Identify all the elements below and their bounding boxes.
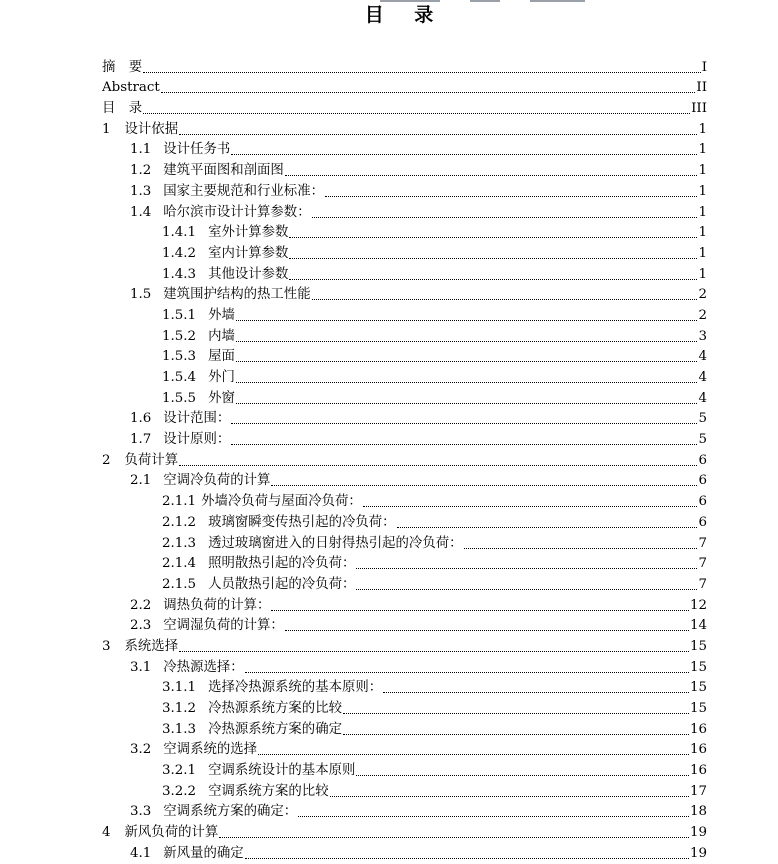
toc-entry[interactable] <box>102 365 707 386</box>
toc-entry[interactable] <box>102 221 707 242</box>
toc-entry-text: 冷热源系统方案的确定 <box>208 721 342 737</box>
toc-leader-dots <box>383 692 689 693</box>
toc-entry-number: 3.1 <box>130 659 152 675</box>
toc-entry-number: 1.4 <box>130 204 152 220</box>
toc-entry-label <box>130 142 230 158</box>
toc-entry-label <box>102 80 160 96</box>
toc-entry-text: 设计任务书 <box>163 142 231 158</box>
toc-entry-text: 内墙 <box>208 328 235 344</box>
toc-entry-page: 2 <box>698 307 707 323</box>
toc-entry-label <box>102 60 142 76</box>
toc-entry-number: 1.7 <box>130 432 152 448</box>
toc-entry-number: 1 <box>102 121 111 137</box>
toc-entry[interactable] <box>102 324 707 345</box>
toc-leader-dots <box>258 754 689 755</box>
toc-entry-number: 3.1.3 <box>162 721 197 737</box>
toc-entry-label <box>130 618 284 634</box>
toc-entry-number: 2.1.4 <box>162 556 197 572</box>
toc-entry[interactable] <box>102 158 707 179</box>
toc-entry-text: 摘 要 <box>102 59 143 75</box>
toc-entry[interactable] <box>102 76 707 97</box>
toc-entry-label <box>130 660 244 676</box>
toc-entry-text: 外窗 <box>208 390 235 406</box>
toc-entry-page: 7 <box>698 556 707 572</box>
toc-entry-label <box>130 742 257 758</box>
toc-entry-label <box>130 184 324 200</box>
toc-entry-page: 4 <box>698 390 707 406</box>
toc-entry-label <box>162 308 235 324</box>
toc-entry[interactable] <box>102 262 707 283</box>
toc-entry-page: I <box>701 59 707 75</box>
toc-entry-number: 2 <box>102 452 111 468</box>
toc-leader-dots <box>231 423 697 424</box>
toc-entry-number: 1.4.2 <box>162 245 197 261</box>
toc-entry-page: 14 <box>689 618 707 634</box>
toc-entry-number: 2.1.5 <box>162 576 197 592</box>
toc-entry-label <box>130 287 311 303</box>
toc-leader-dots <box>236 403 698 404</box>
toc-entry-label <box>130 411 230 427</box>
toc-leader-dots <box>464 548 698 549</box>
toc-entry[interactable] <box>102 696 707 717</box>
toc-leader-dots <box>330 796 689 797</box>
toc-entry[interactable] <box>102 386 707 407</box>
toc-leader-dots <box>363 506 698 507</box>
toc-entry-page: 7 <box>698 576 707 592</box>
toc-entry-label <box>162 784 329 800</box>
toc-entry-text: 建筑平面图和剖面图 <box>163 163 284 179</box>
toc-entry-label <box>162 246 288 262</box>
toc-entry-number: 2.3 <box>130 618 152 634</box>
toc-entry-number: 1.5.5 <box>162 390 197 406</box>
toc-entry-number: 2.1.2 <box>162 514 197 530</box>
toc-leader-dots <box>343 734 689 735</box>
toc-entry-page: 5 <box>698 432 707 448</box>
toc-entry-label <box>130 473 270 489</box>
toc-entry-label <box>130 598 270 614</box>
toc-entry-page: 16 <box>689 763 707 779</box>
toc-leader-dots <box>271 485 697 486</box>
toc-leader-dots <box>271 610 689 611</box>
toc-entry[interactable] <box>102 841 707 862</box>
toc-entry[interactable] <box>102 241 707 262</box>
toc-entry-page: 1 <box>698 225 707 241</box>
toc-entry-label <box>130 205 311 221</box>
toc-entry[interactable] <box>102 552 707 573</box>
toc-entry-label <box>162 763 355 779</box>
toc-entry-number: 1.3 <box>130 183 152 199</box>
toc-leader-dots <box>312 299 698 300</box>
toc-entry-text: 透过玻璃窗进入的日射得热引起的冷负荷： <box>208 535 463 551</box>
toc-entry-text: 设计范围： <box>163 411 231 427</box>
toc-entry-page: 7 <box>698 535 707 551</box>
toc-entry-number: 3.1.1 <box>162 680 197 696</box>
table-of-contents <box>102 55 707 862</box>
toc-entry-label <box>102 122 178 138</box>
toc-entry[interactable] <box>102 738 707 759</box>
toc-entry[interactable] <box>102 200 707 221</box>
toc-leader-dots <box>289 279 697 280</box>
toc-entry-number: 3.2.2 <box>162 783 197 799</box>
toc-entry-label <box>102 825 218 841</box>
toc-entry-text: 目 录 <box>102 101 143 117</box>
toc-leader-dots <box>219 837 689 838</box>
toc-leader-dots <box>231 154 697 155</box>
toc-entry-text: 其他设计参数 <box>208 266 289 282</box>
toc-entry-page: 1 <box>698 183 707 199</box>
toc-entry-number: 3.2 <box>130 742 152 758</box>
toc-entry[interactable] <box>102 531 707 552</box>
toc-entry[interactable] <box>102 489 707 510</box>
toc-entry-page: 5 <box>698 411 707 427</box>
toc-entry-page: 4 <box>698 349 707 365</box>
toc-entry-number: 1.4.1 <box>162 225 197 241</box>
toc-entry-number: 3.1.2 <box>162 701 197 716</box>
toc-entry-text: 外墙冷负荷与屋面冷负荷： <box>201 494 362 510</box>
toc-entry-text: 负荷计算 <box>124 452 179 468</box>
toc-entry[interactable] <box>102 55 707 76</box>
toc-leader-dots <box>285 175 698 176</box>
toc-entry-text: 空调冷负荷的计算 <box>163 473 271 489</box>
toc-entry-text: 哈尔滨市设计计算参数： <box>163 204 311 220</box>
toc-entry-text: 空调系统方案的确定： <box>163 804 298 820</box>
toc-entry[interactable] <box>102 572 707 593</box>
toc-entry-page: 19 <box>689 845 707 861</box>
toc-entry-page: 1 <box>698 163 707 179</box>
toc-entry[interactable] <box>102 800 707 821</box>
toc-entry-label <box>162 680 382 696</box>
toc-entry-text: 空调湿负荷的计算： <box>163 618 284 634</box>
toc-entry-number: 2.2 <box>130 597 152 613</box>
toc-entry-label <box>130 163 284 179</box>
toc-leader-dots <box>236 382 698 383</box>
toc-entry[interactable] <box>102 138 707 159</box>
toc-leader-dots <box>325 196 697 197</box>
toc-entry-text: Abstract <box>102 80 160 96</box>
toc-entry-text: 设计原则： <box>163 432 231 448</box>
toc-leader-dots <box>179 651 689 652</box>
toc-entry-label <box>162 494 362 510</box>
toc-entry-label <box>162 267 288 283</box>
toc-entry-label <box>162 722 342 738</box>
toc-entry-label <box>162 701 342 717</box>
toc-entry-page: 1 <box>698 245 707 261</box>
toc-entry-number: 4 <box>102 825 111 841</box>
toc-leader-dots <box>143 113 690 114</box>
toc-entry-text: 选择冷热源系统的基本原则： <box>208 680 383 696</box>
toc-entry-text: 照明散热引起的冷负荷： <box>208 556 356 572</box>
toc-entry-text: 国家主要规范和行业标准： <box>163 183 324 199</box>
toc-entry-text: 空调系统方案的比较 <box>208 783 329 799</box>
toc-entry-number: 1.5.4 <box>162 370 197 385</box>
toc-leader-dots <box>179 134 697 135</box>
toc-entry-number: 4.1 <box>130 845 152 861</box>
toc-entry-number: 1.1 <box>130 142 152 158</box>
toc-entry[interactable] <box>102 510 707 531</box>
toc-entry-page: 6 <box>698 514 707 530</box>
toc-entry[interactable] <box>102 345 707 366</box>
toc-leader-dots <box>397 527 698 528</box>
toc-leader-dots <box>356 568 697 569</box>
toc-entry-text: 玻璃窗瞬变传热引起的冷负荷： <box>208 514 396 530</box>
toc-entry-page: 15 <box>689 701 707 716</box>
toc-entry[interactable] <box>102 676 707 697</box>
toc-entry[interactable] <box>102 758 707 779</box>
toc-leader-dots <box>343 713 689 714</box>
toc-entry-text: 人员散热引起的冷负荷： <box>208 576 356 592</box>
toc-entry-page: 4 <box>698 370 707 385</box>
toc-entry-number: 1.5.2 <box>162 328 197 344</box>
toc-entry[interactable] <box>102 593 707 614</box>
toc-leader-dots <box>312 217 698 218</box>
toc-entry-page: 15 <box>689 680 707 696</box>
toc-entry-page: 15 <box>689 638 707 654</box>
toc-entry-number: 1.5 <box>130 287 152 303</box>
toc-entry-page: 1 <box>698 204 707 220</box>
toc-entry[interactable] <box>102 717 707 738</box>
toc-entry-number: 2.1.3 <box>162 535 197 551</box>
toc-entry-label <box>130 846 244 862</box>
toc-entry[interactable] <box>102 655 707 676</box>
toc-leader-dots <box>236 361 698 362</box>
toc-entry-label <box>130 432 230 448</box>
toc-leader-dots <box>231 444 697 445</box>
toc-entry-text: 空调系统的选择 <box>163 742 258 758</box>
toc-entry-text: 外门 <box>208 370 235 385</box>
toc-entry-label <box>162 556 355 572</box>
toc-entry-page: II <box>696 80 707 96</box>
toc-entry-page: 16 <box>689 721 707 737</box>
toc-entry-text: 冷热源系统方案的比较 <box>208 701 342 716</box>
toc-entry-number: 2.1.1 <box>162 494 197 510</box>
toc-leader-dots <box>285 630 689 631</box>
toc-entry-text: 调热负荷的计算： <box>163 597 271 613</box>
toc-entry-page: 18 <box>689 804 707 820</box>
toc-entry-text: 系统选择 <box>124 638 179 654</box>
toc-entry-page: 1 <box>698 121 707 137</box>
toc-entry-page: 19 <box>689 825 707 841</box>
toc-entry-number: 1.6 <box>130 411 152 427</box>
toc-entry-label <box>162 515 396 531</box>
toc-leader-dots <box>179 465 697 466</box>
toc-entry-label <box>162 577 355 593</box>
toc-entry-number: 1.4.3 <box>162 266 197 282</box>
toc-entry-text: 外墙 <box>208 307 235 323</box>
toc-entry[interactable] <box>102 407 707 428</box>
toc-entry-page: 6 <box>698 452 707 468</box>
toc-entry-number: 1.5.3 <box>162 349 197 365</box>
toc-entry-text: 空调系统设计的基本原则 <box>208 763 356 779</box>
toc-entry-label <box>162 391 235 407</box>
toc-entry-number: 3 <box>102 638 111 654</box>
toc-leader-dots <box>236 320 698 321</box>
toc-leader-dots <box>356 589 697 590</box>
toc-entry[interactable] <box>102 427 707 448</box>
toc-entry-number: 3.2.1 <box>162 763 197 779</box>
toc-leader-dots <box>245 672 689 673</box>
toc-entry-text: 屋面 <box>208 349 235 365</box>
toc-entry[interactable] <box>102 469 707 490</box>
toc-entry[interactable] <box>102 96 707 117</box>
toc-leader-dots <box>245 858 689 859</box>
toc-entry[interactable] <box>102 303 707 324</box>
toc-entry[interactable] <box>102 614 707 635</box>
toc-entry-text: 室外计算参数 <box>208 225 289 241</box>
toc-entry-page: 3 <box>698 328 707 344</box>
toc-leader-dots <box>298 816 689 817</box>
toc-entry-page: 2 <box>698 287 707 303</box>
toc-entry[interactable] <box>102 179 707 200</box>
toc-leader-dots <box>289 237 697 238</box>
toc-entry[interactable] <box>102 820 707 841</box>
toc-entry-number: 3.3 <box>130 804 152 820</box>
toc-leader-dots <box>143 72 701 73</box>
toc-entry-page: III <box>691 101 707 117</box>
toc-leader-dots <box>161 92 696 93</box>
toc-entry-text: 设计依据 <box>124 121 179 137</box>
toc-entry-page: 17 <box>689 783 707 799</box>
toc-entry-text: 建筑围护结构的热工性能 <box>163 287 311 303</box>
toc-entry-label <box>162 536 463 552</box>
page-title: 目 录 <box>364 4 446 26</box>
toc-entry-label <box>102 101 142 117</box>
toc-entry[interactable] <box>102 634 707 655</box>
toc-entry-label <box>162 349 235 365</box>
toc-entry-number: 2.1 <box>130 473 152 489</box>
toc-entry-label <box>162 329 235 345</box>
toc-entry[interactable] <box>102 117 707 138</box>
toc-entry-page: 6 <box>698 473 707 489</box>
toc-entry[interactable] <box>102 779 707 800</box>
toc-entry-page: 16 <box>689 742 707 758</box>
toc-entry-page: 6 <box>698 494 707 510</box>
toc-entry-text: 新风负荷的计算 <box>124 825 219 841</box>
toc-entry-label <box>102 639 178 655</box>
toc-entry-text: 室内计算参数 <box>208 245 289 261</box>
toc-entry-number: 1.5.1 <box>162 307 197 323</box>
toc-entry-page: 1 <box>698 266 707 282</box>
toc-entry-label <box>162 370 235 386</box>
toc-leader-dots <box>356 775 689 776</box>
toc-entry[interactable] <box>102 448 707 469</box>
toc-entry-number: 1.2 <box>130 163 152 179</box>
toc-entry[interactable] <box>102 283 707 304</box>
toc-entry-text: 新风量的确定 <box>163 845 244 861</box>
toc-entry-label <box>102 453 178 469</box>
toc-leader-dots <box>289 258 697 259</box>
toc-entry-label <box>130 804 297 820</box>
toc-entry-text: 冷热源选择： <box>163 659 244 675</box>
toc-entry-label <box>162 225 288 241</box>
toc-entry-page: 1 <box>698 142 707 158</box>
toc-entry-page: 15 <box>689 659 707 675</box>
toc-leader-dots <box>236 341 698 342</box>
toc-entry-page: 12 <box>689 597 707 613</box>
